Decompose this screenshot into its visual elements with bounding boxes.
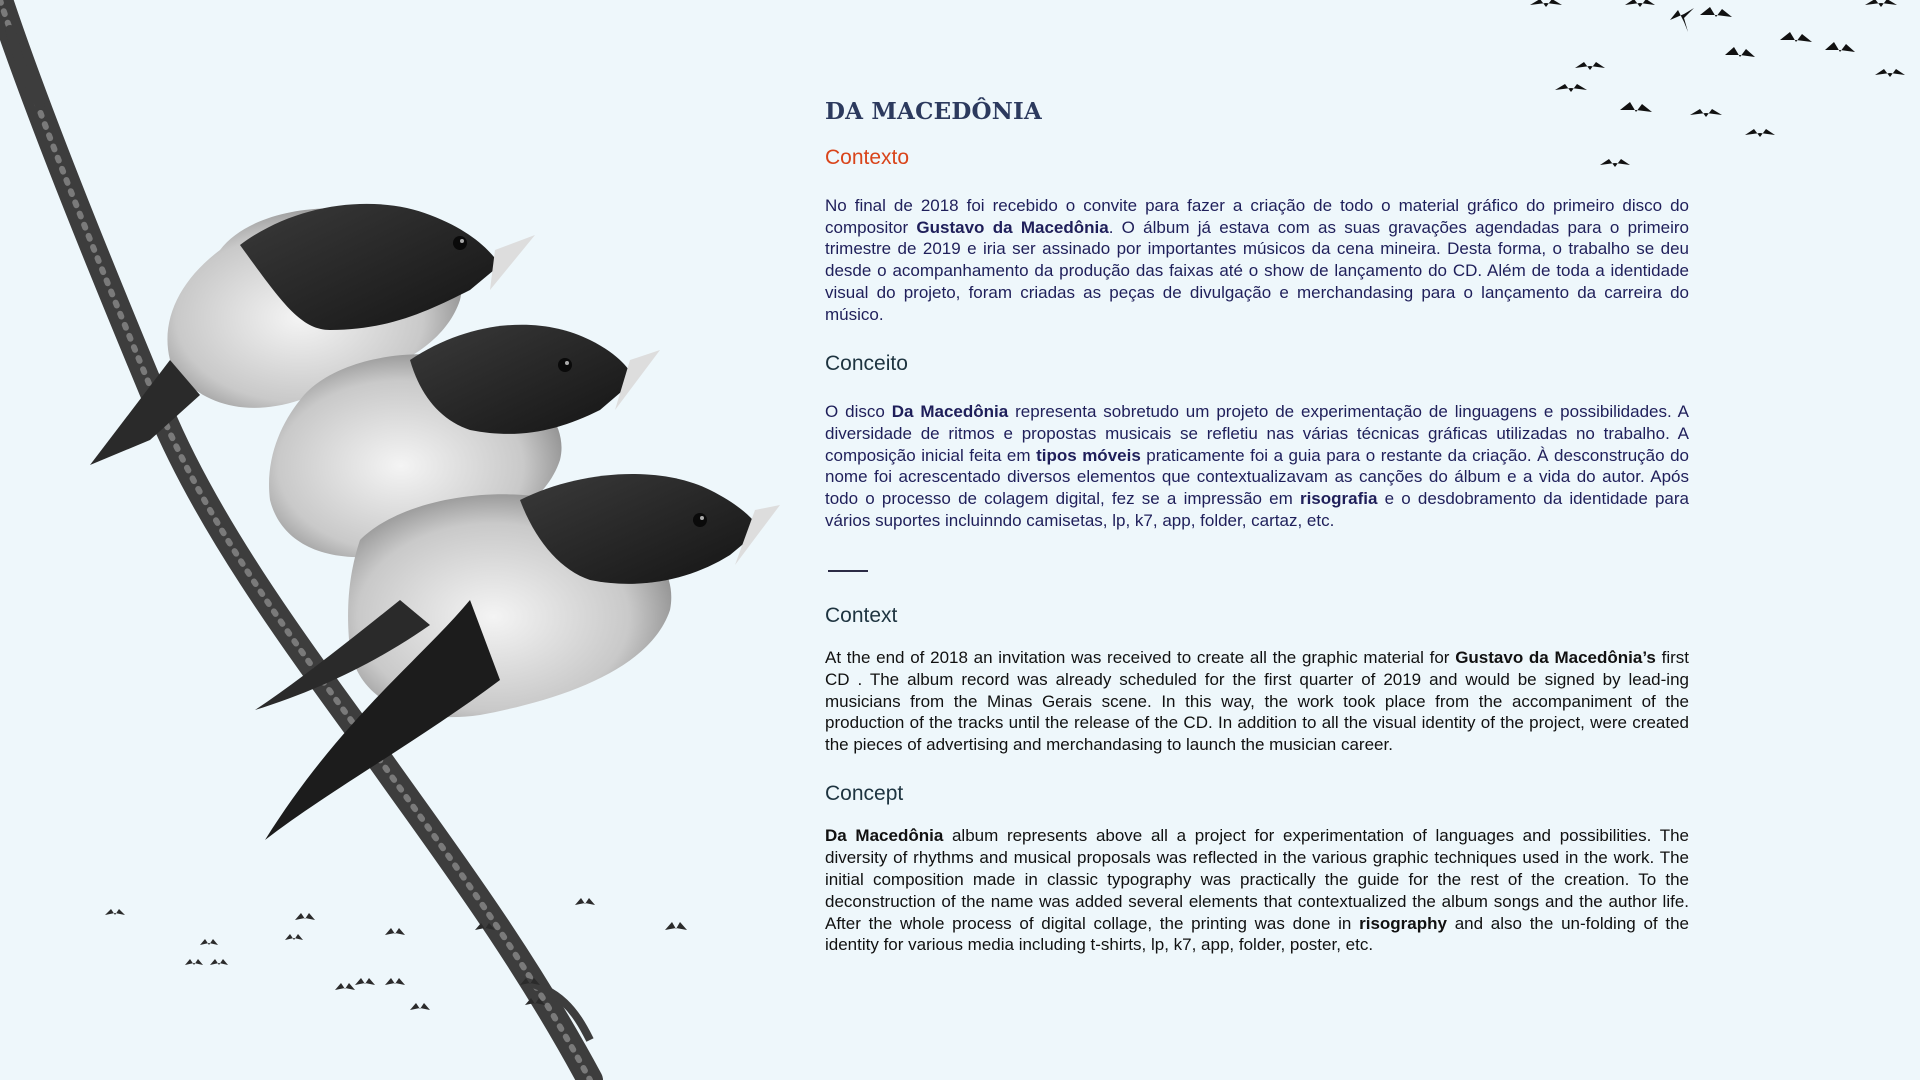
heading-contexto: Contexto — [825, 145, 910, 169]
birds-illustration — [0, 0, 800, 1080]
paragraph-context: At the end of 2018 an invitation was received to create all the graphic material for Gustavo da Macedônia’s first CD . The album record was already scheduled for the first quarter of 2019 and would be signed by lead-ing musicians from the Minas Gerais scene. In this way, the work took place from the accompaniment of the production of the tracks until the release of the CD. In addition to all the visual identity of the project, were created the pieces of advertising and merchandasing to launch the musician career. — [825, 648, 1689, 755]
language-divider — [828, 570, 868, 572]
paragraph-conceito: O disco Da Macedônia representa sobretudo um projeto de experimentação de linguagens e possibilidades. A diversidade de ritmos e propostas musicais se refletiu nas várias técnicas gráficas utilizadas no trabalho. A composição inicial feita em tipos móveis praticamente foi a guia para o restante da criação. À desconstrução do nome foi acrescentado diversos elementos que contextualizavam as canções do álbum e a vida do autor. Após todo o processo de colagem digital, fez se a impressão em risografia e o desdobramento da identidade para vários suportes incluinndo camisetas, lp, k7, app, folder, cartaz, etc. — [825, 401, 1689, 530]
paragraph-contexto: No final de 2018 foi recebido o convite para fazer a criação de todo o material gráfico do primeiro disco do compositor Gustavo da Macedônia. O álbum já estava com as suas gravações agendadas para o primeiro trimestre de 2019 e iria ser assinado por importantes músicos da cena mineira. Desta forma, o trabalho se deu desde o acompanhamento da produção das faixas até o show de lançamento do CD. Além de toda a identidade visual do projeto, foram criadas as peças de divulgação e merchandasing para o lançamento da carreira do músico. — [825, 195, 1689, 324]
project-description — [825, 98, 1689, 956]
heading-conceito: Conceito — [825, 351, 908, 375]
heading-concept: Concept — [825, 782, 904, 806]
paragraph-concept: Da Macedônia album represents above all a project for experimentation of languages and possibilities. The diversity of rhythms and musical proposals was reflected in the various graphic techniques used in the work. The initial composition made in classic typography was practically the guide for the rest of the creation. To the deconstruction of the name was added several elements that contextualized the album songs and the author life. After the whole process of digital collage, the printing was done in risography and also the un-folding of the identity for various media including t-shirts, lp, k7, app, folder, poster, etc. — [825, 826, 1690, 955]
project-title: DA MACEDÔNIA — [825, 98, 1042, 125]
heading-context: Context — [825, 603, 898, 627]
flock-bottom — [105, 898, 687, 1010]
